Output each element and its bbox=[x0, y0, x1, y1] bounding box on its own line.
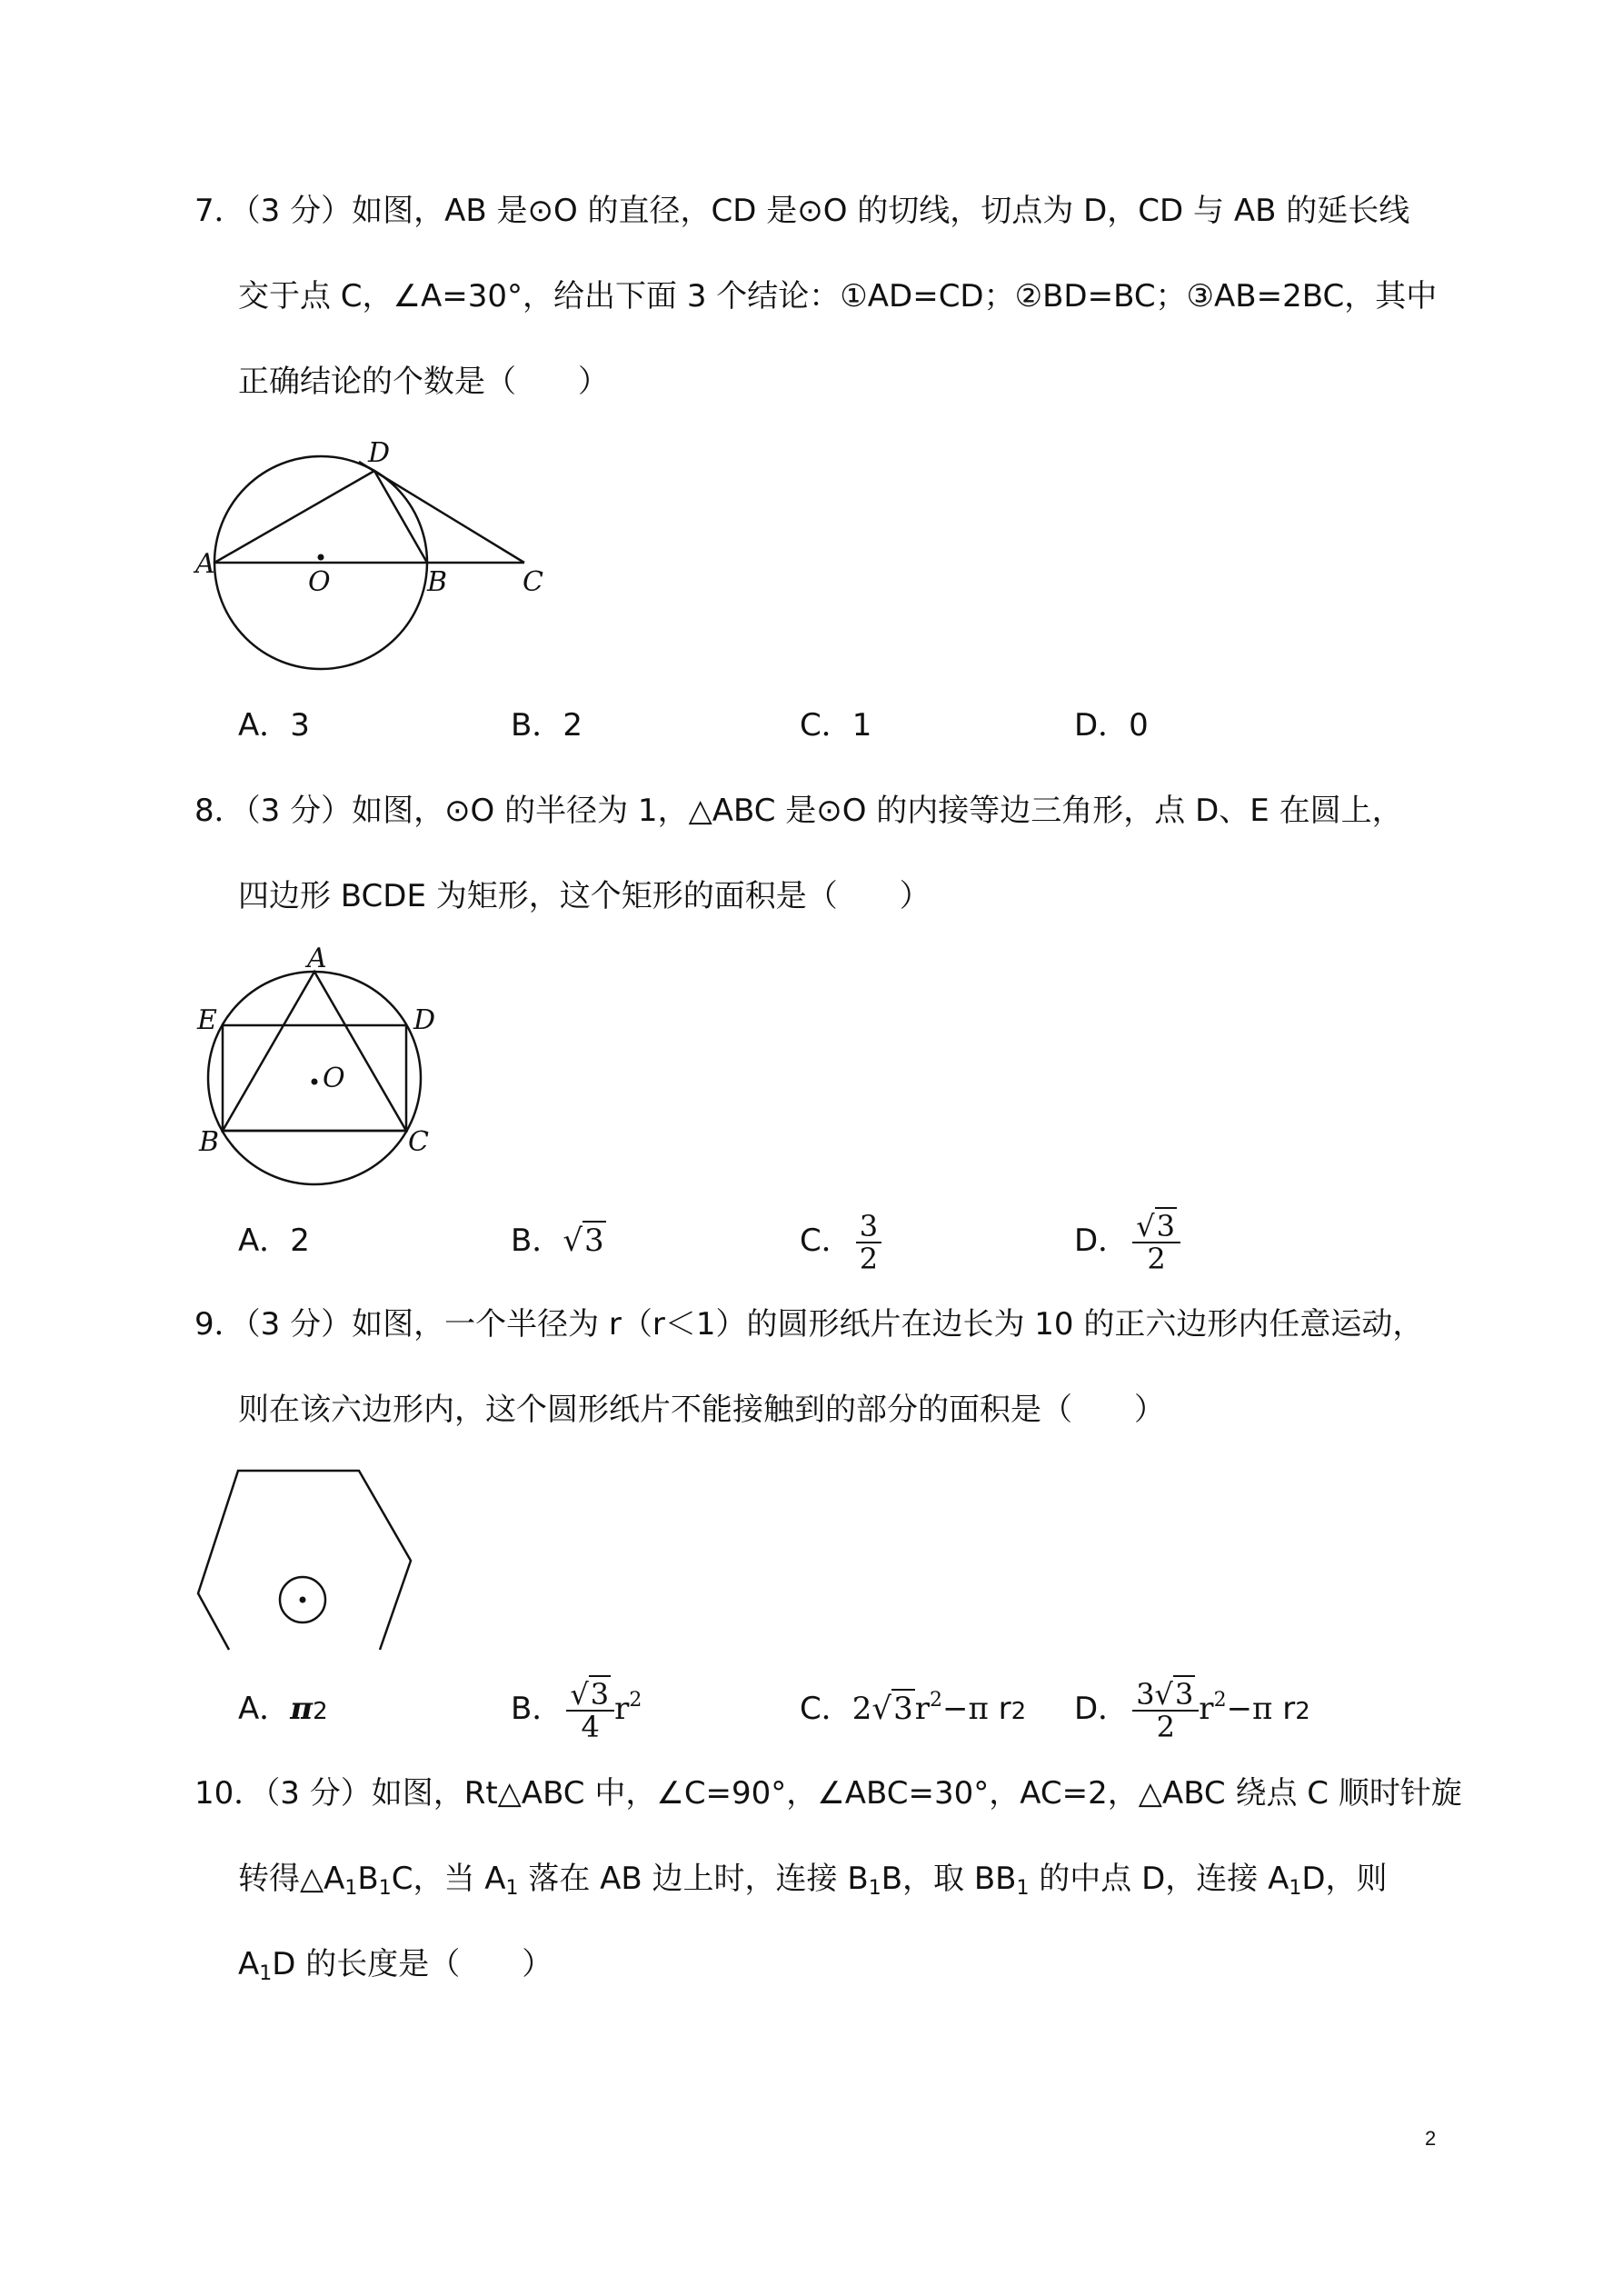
q9-option-a: A．π2 bbox=[238, 1691, 328, 1727]
q8-triangle-abc bbox=[223, 972, 406, 1131]
q8-option-a: A．2 bbox=[238, 1223, 310, 1259]
q7-text-line2: 交于点 C，∠A=30°，给出下面 3 个结论：①AD=CD；②BD=BC；③AB=2BC，其中 bbox=[238, 278, 1438, 314]
q8-label-o: O bbox=[323, 1063, 345, 1094]
q8-label-c: C bbox=[408, 1126, 429, 1158]
q8-label-a: A bbox=[307, 945, 327, 974]
q9-option-d-fraction: $\frac{3√3}{2}$ bbox=[1132, 1679, 1199, 1742]
q8-figure bbox=[186, 945, 459, 1191]
q7-tangent-dc bbox=[359, 462, 524, 563]
q7-chord-ad bbox=[214, 471, 374, 563]
q8-option-b-sqrt: √3 bbox=[563, 1223, 604, 1259]
q10-text-line1: 10．（3 分）如图，Rt△ABC 中，∠C=90°，∠ABC=30°，AC=2，△ABC 绕点 C 顺时针旋 bbox=[194, 1775, 1462, 1812]
q7-option-b: B．2 bbox=[511, 707, 582, 744]
q9-center-dot bbox=[300, 1597, 306, 1603]
q8-option-c-fraction: $\frac{3}{2}$ bbox=[856, 1211, 881, 1274]
q7-label-c: C bbox=[523, 566, 543, 598]
q9-option-d: D． $\frac{3√3}{2}$ $r^2-\pi$ r2 bbox=[1074, 1676, 1310, 1744]
q8-text-line2: 四边形 BCDE 为矩形，这个矩形的面积是（ ） bbox=[238, 878, 931, 914]
q7-option-a: A．3 bbox=[238, 707, 310, 744]
q10-text-line2: 转得$\triangle A_1B_1C$，当 $A_1$ 落在 AB 边上时，连接 $B_1B$，取 $BB_1$ 的中点 D，连接 $A_1D$，则 bbox=[238, 1861, 1388, 1900]
q7-text-line1: 7．（3 分）如图，AB 是⊙O 的直径，CD 是⊙O 的切线，切点为 D，CD 与 AB 的延长线 bbox=[194, 193, 1410, 229]
q7-label-b: B bbox=[427, 566, 448, 598]
q7-label-d: D bbox=[368, 437, 391, 469]
q7-center-dot bbox=[318, 554, 324, 561]
q7-figure bbox=[186, 434, 568, 671]
q8-option-b: B．√3 bbox=[511, 1223, 604, 1259]
q9-option-b: B． $\frac{√3}{4}$ $r^2$ bbox=[511, 1676, 642, 1744]
q9-text-line2: 则在该六边形内，这个圆形纸片不能接触到的部分的面积是（ ） bbox=[238, 1392, 1165, 1428]
q10-text-line3: $A_1D$ 的长度是（ ） bbox=[238, 1946, 553, 1985]
q8-option-c: C． $\frac{3}{2}$ bbox=[800, 1204, 881, 1277]
q8-rectangle-bcde bbox=[223, 1025, 406, 1131]
q8-label-b: B bbox=[199, 1126, 220, 1158]
q8-text-line1: 8．（3 分）如图，⊙O 的半径为 1，△ABC 是⊙O 的内接等边三角形，点 D、E 在圆上， bbox=[194, 793, 1403, 829]
page-number: 2 bbox=[1425, 2127, 1437, 2150]
q7-label-o: O bbox=[308, 566, 331, 598]
q9-text-line1: 9．（3 分）如图，一个半径为 r（r＜1）的圆形纸片在边长为 10 的正六边形内任意运动， bbox=[194, 1306, 1424, 1343]
q9-option-c: C．$2√3r^2-\pi$ r2 bbox=[800, 1689, 1027, 1727]
q8-option-d: D． $\frac{√3}{2}$ bbox=[1074, 1204, 1180, 1277]
q7-chord-db bbox=[374, 471, 427, 563]
q9-figure bbox=[193, 1463, 420, 1654]
q8-center-dot bbox=[312, 1079, 318, 1085]
q8-label-d: D bbox=[413, 1004, 436, 1036]
q7-option-c: C．1 bbox=[800, 707, 872, 744]
q7-option-d: D．0 bbox=[1074, 707, 1149, 744]
q7-text-line3: 正确结论的个数是（ ） bbox=[238, 364, 609, 400]
q8-label-e: E bbox=[197, 1004, 217, 1036]
q8-option-d-fraction: $\frac{√3}{2}$ bbox=[1132, 1211, 1180, 1274]
q7-label-a: A bbox=[195, 548, 215, 580]
q8-circle bbox=[208, 972, 421, 1184]
q9-option-b-fraction: $\frac{√3}{4}$ bbox=[566, 1679, 614, 1742]
